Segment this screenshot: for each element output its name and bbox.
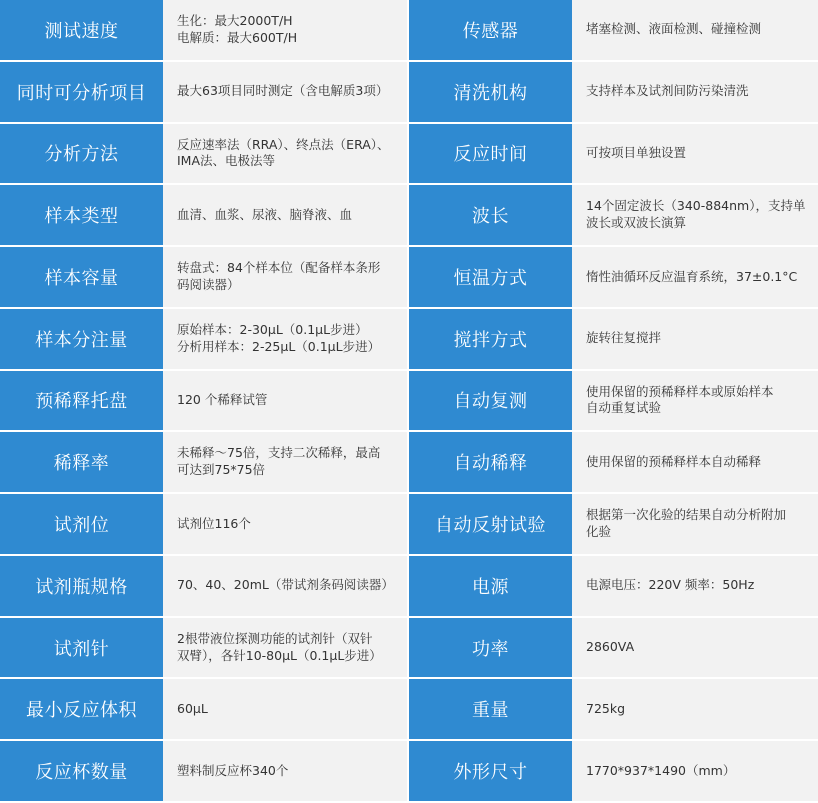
spec-label: 稀释率 <box>0 432 163 494</box>
spec-label: 清洗机构 <box>407 62 572 124</box>
spec-value: 可按项目单独设置 <box>572 124 818 186</box>
spec-value: 血清、血浆、尿液、脑脊液、血 <box>163 185 407 247</box>
spec-value: 60µL <box>163 679 407 741</box>
spec-value: 14个固定波长（340-884nm），支持单 波长或双波长演算 <box>572 185 818 247</box>
spec-label: 样本容量 <box>0 247 163 309</box>
spec-value: 支持样本及试剂间防污染清洗 <box>572 62 818 124</box>
spec-label: 反应时间 <box>407 124 572 186</box>
spec-label: 试剂瓶规格 <box>0 556 163 618</box>
spec-label: 测试速度 <box>0 0 163 62</box>
spec-label: 样本分注量 <box>0 309 163 371</box>
spec-value: 生化：最大2000T/H 电解质：最大600T/H <box>163 0 407 62</box>
spec-label: 波长 <box>407 185 572 247</box>
spec-value: 1770*937*1490（mm） <box>572 741 818 803</box>
spec-label: 重量 <box>407 679 572 741</box>
spec-label: 电源 <box>407 556 572 618</box>
spec-value: 根据第一次化验的结果自动分析附加 化验 <box>572 494 818 556</box>
spec-value: 使用保留的预稀释样本自动稀释 <box>572 432 818 494</box>
spec-value: 原始样本：2-30µL（0.1µL步进） 分析用样本：2-25µL（0.1µL步进） <box>163 309 407 371</box>
spec-label: 自动稀释 <box>407 432 572 494</box>
spec-value: 2根带液位探测功能的试剂针（双针 双臂），各针10-80µL（0.1µL步进） <box>163 618 407 680</box>
spec-value: 使用保留的预稀释样本或原始样本 自动重复试验 <box>572 371 818 433</box>
spec-label: 恒温方式 <box>407 247 572 309</box>
spec-label: 样本类型 <box>0 185 163 247</box>
spec-label: 功率 <box>407 618 572 680</box>
spec-value: 塑料制反应杯340个 <box>163 741 407 803</box>
spec-label: 同时可分析项目 <box>0 62 163 124</box>
spec-label: 反应杯数量 <box>0 741 163 803</box>
spec-value: 惰性油循环反应温育系统，37±0.1°C <box>572 247 818 309</box>
spec-label: 自动复测 <box>407 371 572 433</box>
spec-value: 70、40、20mL（带试剂条码阅读器） <box>163 556 407 618</box>
spec-value: 反应速率法（RRA）、终点法（ERA）、 IMA法、电极法等 <box>163 124 407 186</box>
spec-value: 堵塞检测、液面检测、碰撞检测 <box>572 0 818 62</box>
spec-label: 试剂针 <box>0 618 163 680</box>
spec-label: 试剂位 <box>0 494 163 556</box>
spec-value: 电源电压：220V 频率：50Hz <box>572 556 818 618</box>
spec-label: 最小反应体积 <box>0 679 163 741</box>
spec-label: 分析方法 <box>0 124 163 186</box>
spec-label: 搅拌方式 <box>407 309 572 371</box>
spec-value: 最大63项目同时测定（含电解质3项） <box>163 62 407 124</box>
spec-value: 725kg <box>572 679 818 741</box>
spec-value: 试剂位116个 <box>163 494 407 556</box>
spec-value: 旋转往复搅拌 <box>572 309 818 371</box>
spec-label: 传感器 <box>407 0 572 62</box>
spec-value: 120 个稀释试管 <box>163 371 407 433</box>
spec-value: 2860VA <box>572 618 818 680</box>
spec-label: 外形尺寸 <box>407 741 572 803</box>
spec-label: 自动反射试验 <box>407 494 572 556</box>
spec-value: 转盘式：84个样本位（配备样本条形 码阅读器） <box>163 247 407 309</box>
spec-value: 未稀释～75倍，支持二次稀释，最高 可达到75*75倍 <box>163 432 407 494</box>
spec-label: 预稀释托盘 <box>0 371 163 433</box>
